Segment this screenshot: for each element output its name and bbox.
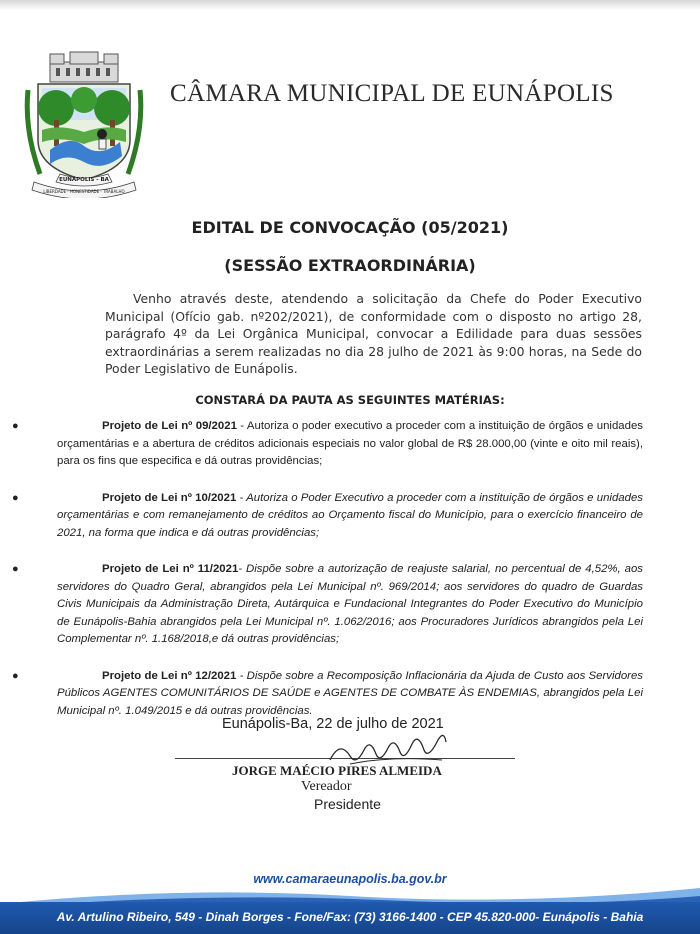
footer-website-link[interactable]: www.camaraeunapolis.ba.gov.br [253, 872, 447, 886]
agenda-item-text: - Dispõe sobre a autorização de reajuste salarial, no percentual de 4,52%, aos servidores do Quadro Geral, abrangidos pela Lei Municipal nº. 969/2014; aos servidores do quadro de Guardas Civis Municipais da Administração Direta, Autárquica e Fundacional Integrantes do Poder Executivo do Município de Eunápolis-Bahia abrangidos pela Lei Municipal nº. 1.062/2016; aos Procuradores Jurídicos abrangidos pela Lei Complementar nº. 1.168/2018,e dá outras providências; [57, 563, 643, 645]
agenda-item-label: Projeto de Lei nº 12/2021 [102, 669, 237, 682]
agenda-item-label: Projeto de Lei nº 09/2021 [102, 420, 237, 432]
bullet-icon: ● [12, 491, 19, 504]
document-subtitle: (SESSÃO EXTRAORDINÁRIA) [224, 256, 476, 275]
agenda-item-label: Projeto de Lei nº 10/2021 [102, 491, 237, 504]
bullet-icon: ● [12, 563, 19, 575]
footer-address-bar: Av. Artulino Ribeiro, 549 - Dinah Borges - Fone/Fax: (73) 3166-1400 - CEP 45.820-000- Eunápolis - Bahia [0, 902, 700, 934]
page-top-shadow [0, 0, 700, 10]
bullet-icon: ● [12, 669, 19, 682]
document-title: EDITAL DE CONVOCAÇÃO (05/2021) [191, 218, 509, 237]
signer-name: JORGE MAÉCIO PIRES ALMEIDA [232, 763, 442, 778]
agenda-item [12, 668, 643, 721]
agenda-heading: CONSTARÁ DA PAUTA AS SEGUINTES MATÉRIAS: [195, 393, 505, 407]
svg-text:EUNÁPOLIS - BA: EUNÁPOLIS - BA [59, 177, 109, 183]
municipal-crest-logo [20, 50, 148, 198]
agenda-item-label: Projeto de Lei nº 11/2021 [102, 563, 239, 575]
svg-text:LIBERDADE · HONESTIDADE · TRAB: LIBERDADE · HONESTIDADE · TRABALHO [43, 189, 125, 194]
intro-paragraph: Venho através deste, atendendo a solicitação da Chefe do Poder Executivo Municipal (Ofício gab. nº202/2021), de conformidade com o disposto no artigo 28, parágrafo 4º da Lei Orgânica Municipal, convocar a Edilidade para duas sessões extraordinárias a serem realizadas no dia 28 julho de 2021 às 9:00 horas, na Sede do Poder Legislativo de Eunápolis. [105, 291, 642, 376]
signer-position: Presidente [314, 796, 381, 812]
agenda-item [12, 418, 643, 471]
chamber-name: CÂMARA MUNICIPAL DE EUNÁPOLIS [170, 80, 614, 107]
signer-role: Vereador [301, 779, 352, 794]
agenda-item-text: - Dispõe sobre a Recomposição Inflacionária da Ajuda de Custo aos Servidores Públicos AGENTES COMUNITÁRIOS DE SAÚDE e AGENTES DE COMBATE ÀS ENDEMIAS, abrangidos pela Lei Municipal nº. 1.049/2015 e dá outras providências. [57, 669, 643, 717]
bullet-icon: ● [12, 420, 19, 432]
agenda-item [12, 561, 643, 649]
agenda-item-text: - Autoriza o Poder Executivo a proceder com a instituição de órgãos e unidades orçamentárias e com remanejamento de créditos ao Orçamento fiscal do Município, para o exercício financeiro de 2021, na forma que indica e dá outras providências; [57, 491, 643, 539]
agenda-item [12, 490, 643, 543]
agenda-item-text: - Autoriza o poder executivo a proceder com a instituição de órgãos e unidades orçamentárias e a abertura de créditos adicionais especiais no valor global de R$ 28.000,00 (vinte e oito mil reais), para os fins que especifica e dá outras providências; [57, 420, 643, 467]
agenda-list [12, 418, 643, 739]
place-and-date: Eunápolis-Ba, 22 de julho de 2021 [222, 716, 444, 732]
